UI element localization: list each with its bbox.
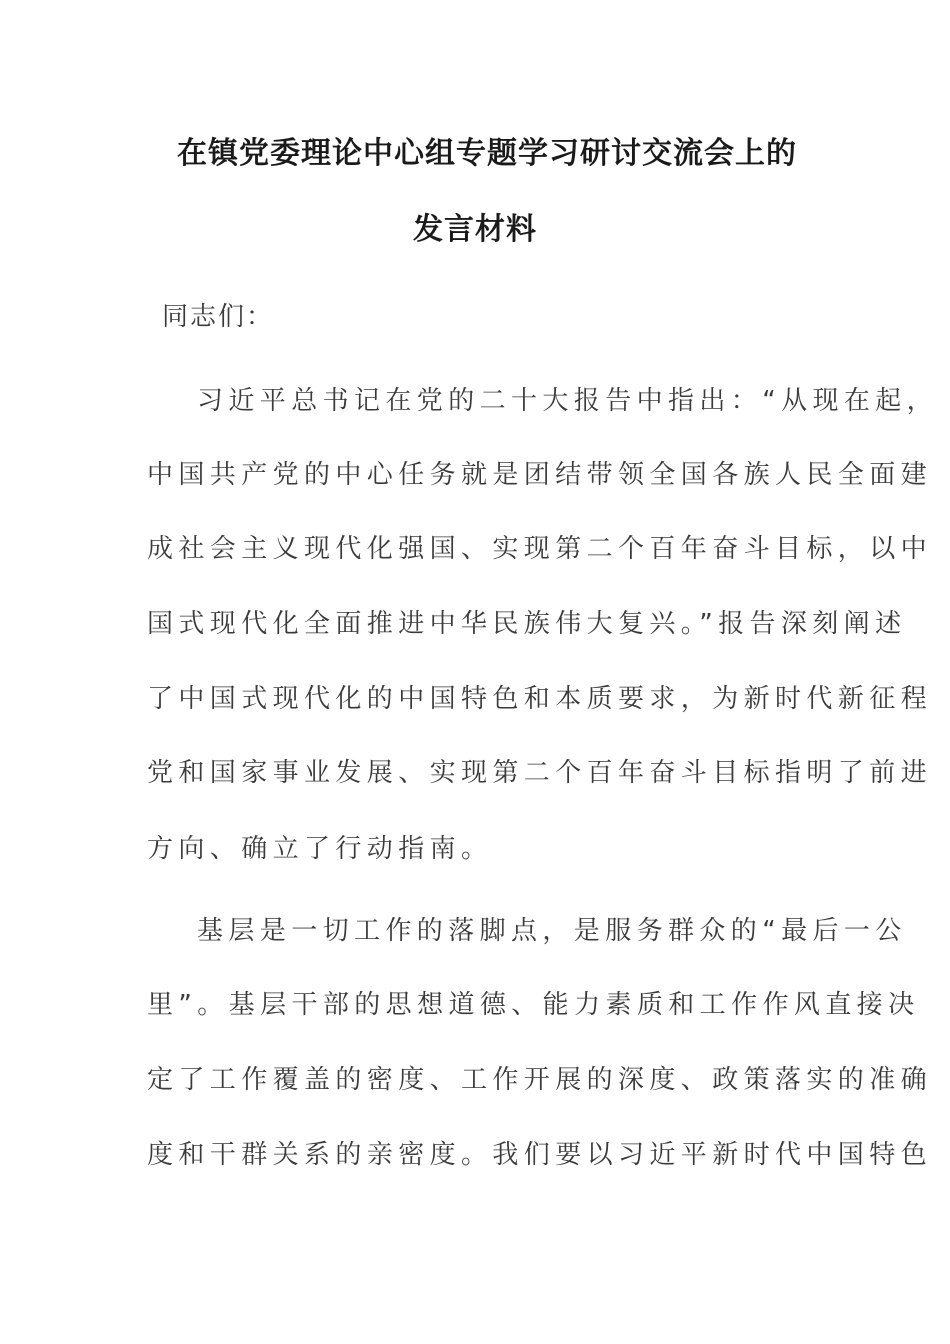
paragraph-1-line-7: 方向、确立了行动指南。 <box>147 834 493 864</box>
paragraph-1-line-5: 了中国式现代化的中国特色和本质要求，为新时代新征程 <box>147 684 933 714</box>
title-line-2: 发言材料 <box>413 212 537 247</box>
title-line-1: 在镇党委理论中心组专题学习研讨交流会上的 <box>177 136 797 171</box>
paragraph-2-line-4: 度和干群关系的亲密度。我们要以习近平新时代中国特色 <box>147 1140 933 1170</box>
paragraph-1-line-2: 中国共产党的中心任务就是团结带领全国各族人民全面建 <box>147 460 933 490</box>
paragraph-1-line-1: 习近平总书记在党的二十大报告中指出：“从现在起， <box>197 386 939 416</box>
paragraph-1-line-3: 成社会主义现代化强国、实现第二个百年奋斗目标，以中 <box>147 534 933 564</box>
salutation: 同志们： <box>162 302 275 332</box>
paragraph-1-line-6: 党和国家事业发展、实现第二个百年奋斗目标指明了前进 <box>147 758 933 788</box>
paragraph-2-line-1: 基层是一切工作的落脚点，是服务群众的“最后一公 <box>197 916 907 946</box>
paragraph-2-line-3: 定了工作覆盖的密度、工作开展的深度、政策落实的准确 <box>147 1065 933 1095</box>
paragraph-1-line-4: 国式现代化全面推进中华民族伟大复兴。”报告深刻阐述 <box>147 609 907 639</box>
paragraph-2-line-2: 里”。基层干部的思想道德、能力素质和工作作风直接决 <box>147 990 920 1020</box>
